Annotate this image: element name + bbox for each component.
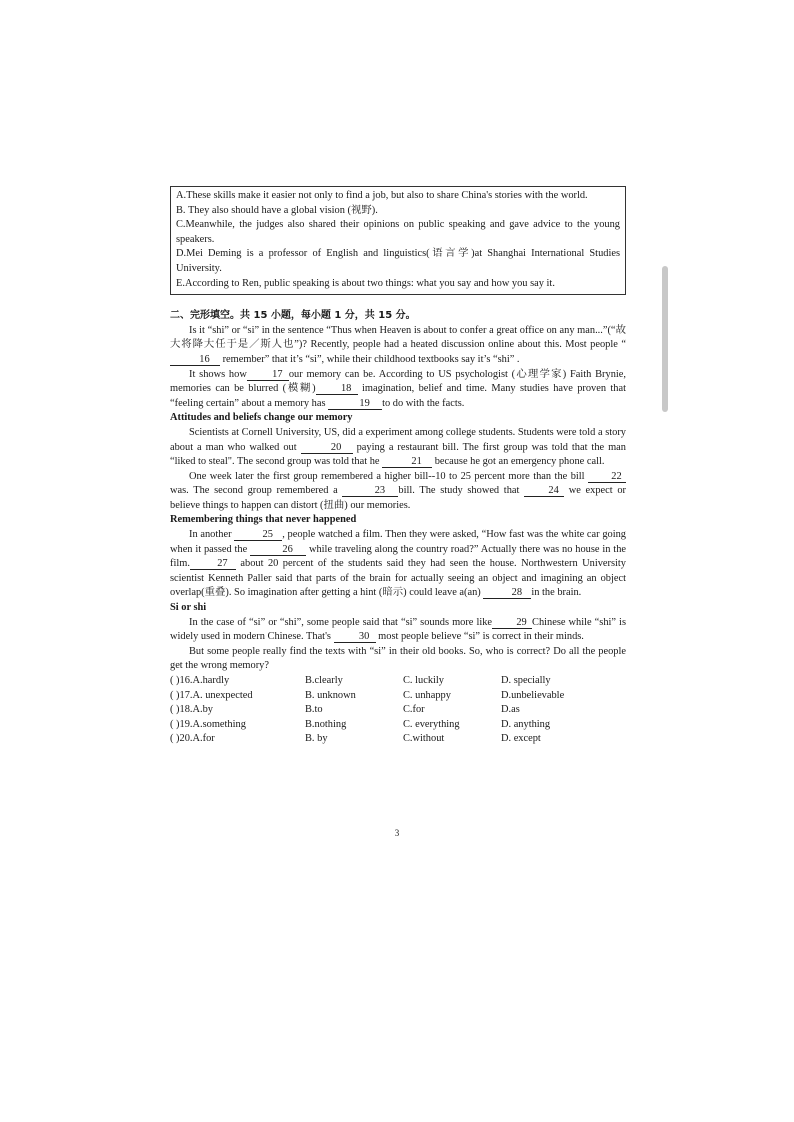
blank-17[interactable]: 17: [247, 369, 289, 381]
blank-26[interactable]: 26: [250, 544, 306, 556]
q19-option-b[interactable]: B.nothing: [305, 718, 347, 730]
paragraph-5: In another 25 , people watched a film. Then they were asked, “How fast was the white car going when it passed the 26 while traveling along the country road?” Actually there was no house in the film. 27 about 20 percent of the students said they had seen the house. Northwestern University scientist Kenneth Paller said that parts of the brain for actually seeing an object and imagining an object overlap(重叠). So imagination after getting a hint (暗示) could leave a(an) 28 in the brain.: [170, 529, 626, 599]
paragraph-1: Is it “shi” or “si” in the sentence “Thus when Heaven is about to confer a great office on any man...”(“故大将降大任于是／斯人也”)? Recently, people had a heated discussion online about this. Most people “16 remember” that it’s “si”, while their childhood textbooks say it’s “shi” .: [170, 324, 626, 365]
box-option-a: A.These skills make it easier not only to find a job, but also to share China's stories with the world.: [176, 190, 588, 201]
box-option-c: C.Meanwhile, the judges also shared their opinions on public speaking and gave advice to the young speakers.: [176, 219, 620, 245]
q20-option-d[interactable]: D. except: [501, 733, 541, 745]
question-19-options: [170, 718, 626, 733]
blank-20[interactable]: 20: [301, 442, 353, 454]
q16-option-d[interactable]: D. specially: [501, 675, 551, 686]
heading-si-or-shi: Si or shi: [170, 602, 207, 614]
paragraph-3: Scientists at Cornell University, US, did a experiment among college students. Students were told a story about a man who walked out 20 paying a restaurant bill. The first group was told that the man “liked to steal". The second group was told that he 21 because he got an emergency phone call.: [170, 426, 626, 468]
question-16-options: [170, 674, 626, 689]
page-number: 3: [394, 828, 400, 838]
scrollbar-thumb[interactable]: [662, 266, 668, 412]
blank-21[interactable]: 21: [382, 456, 432, 468]
q16-option-b[interactable]: B.clearly: [305, 675, 343, 686]
q19-option-d[interactable]: D. anything: [501, 718, 551, 730]
blank-19[interactable]: 19: [328, 398, 382, 410]
q19-option-c[interactable]: C. everything: [403, 718, 460, 730]
paragraph-2: It shows how 17 our memory can be. According to US psychologist (心理学家) Faith Brynie, memories can be blurred (模糊) 18 imagination, belief and time. Many studies have proven that “feeling certain” about a memory has 19 to do with the facts.: [170, 368, 626, 409]
blank-24[interactable]: 24: [524, 485, 564, 497]
q18-option-a[interactable]: ( )18.A.by: [170, 704, 213, 716]
q16-option-c[interactable]: C. luckily: [403, 675, 444, 686]
q18-option-d[interactable]: D.as: [501, 704, 520, 716]
blank-22[interactable]: 22: [588, 471, 626, 483]
answer-options: [170, 674, 626, 747]
box-option-e: E.According to Ren, public speaking is about two things: what you say and how you say it.: [176, 277, 555, 289]
paragraph-4: One week later the first group remembered a higher bill--10 to 25 percent more than the bill 22 was. The second group remembered a 23 bill. The study showed that 24 we expect or believe things to happen can distort (扭曲) our memories.: [170, 470, 626, 511]
blank-18[interactable]: 18: [316, 383, 358, 395]
blank-16[interactable]: 16: [170, 354, 220, 366]
q17-option-d[interactable]: D.unbelievable: [501, 689, 565, 701]
question-20-options: [170, 732, 626, 747]
paragraph-7: But some people really find the texts with “si” in their old books. So, who is correct? Do all the people get the wrong memory?: [170, 645, 626, 672]
section-title: 二、完形填空。共 15 小题，每小题 1 分，共 15 分。: [170, 310, 416, 322]
q20-option-a[interactable]: ( )20.A.for: [170, 733, 215, 745]
q18-option-c[interactable]: C.for: [403, 704, 425, 716]
question-18-options: [170, 703, 626, 718]
q18-option-b[interactable]: B.to: [305, 704, 323, 716]
q20-option-c[interactable]: C.without: [403, 733, 445, 745]
sentence-options-box: [170, 186, 626, 295]
blank-23[interactable]: 23: [342, 485, 398, 497]
question-17-options: [170, 689, 626, 704]
q20-option-b[interactable]: B. by: [305, 733, 328, 745]
heading-attitudes: Attitudes and beliefs change our memory: [170, 412, 353, 424]
blank-25[interactable]: 25: [234, 529, 282, 541]
blank-28[interactable]: 28: [483, 587, 531, 599]
worksheet-page: [170, 186, 626, 747]
q16-option-a[interactable]: ( )16.A.hardly: [170, 675, 230, 686]
q17-option-b[interactable]: B. unknown: [305, 689, 356, 701]
heading-remembering: Remembering things that never happened: [170, 514, 357, 526]
paragraph-6: In the case of “si” or “shi”, some people said that “si” sounds more like 29 Chinese while “shi” is widely used in modern Chinese. That's 30 most people believe “si” is correct in their minds.: [170, 616, 626, 643]
box-option-b: B. They also should have a global vision (视野).: [176, 204, 378, 216]
blank-29[interactable]: 29: [492, 617, 532, 629]
q17-option-c[interactable]: C. unhappy: [403, 689, 451, 701]
q17-option-a[interactable]: ( )17.A. unexpected: [170, 689, 253, 701]
blank-30[interactable]: 30: [334, 631, 376, 643]
q19-option-a[interactable]: ( )19.A.something: [170, 718, 246, 730]
box-option-d: D.Mei Deming is a professor of English and linguistics(语言学)at Shanghai International Studies University.: [176, 248, 620, 274]
blank-27[interactable]: 27: [190, 558, 236, 570]
